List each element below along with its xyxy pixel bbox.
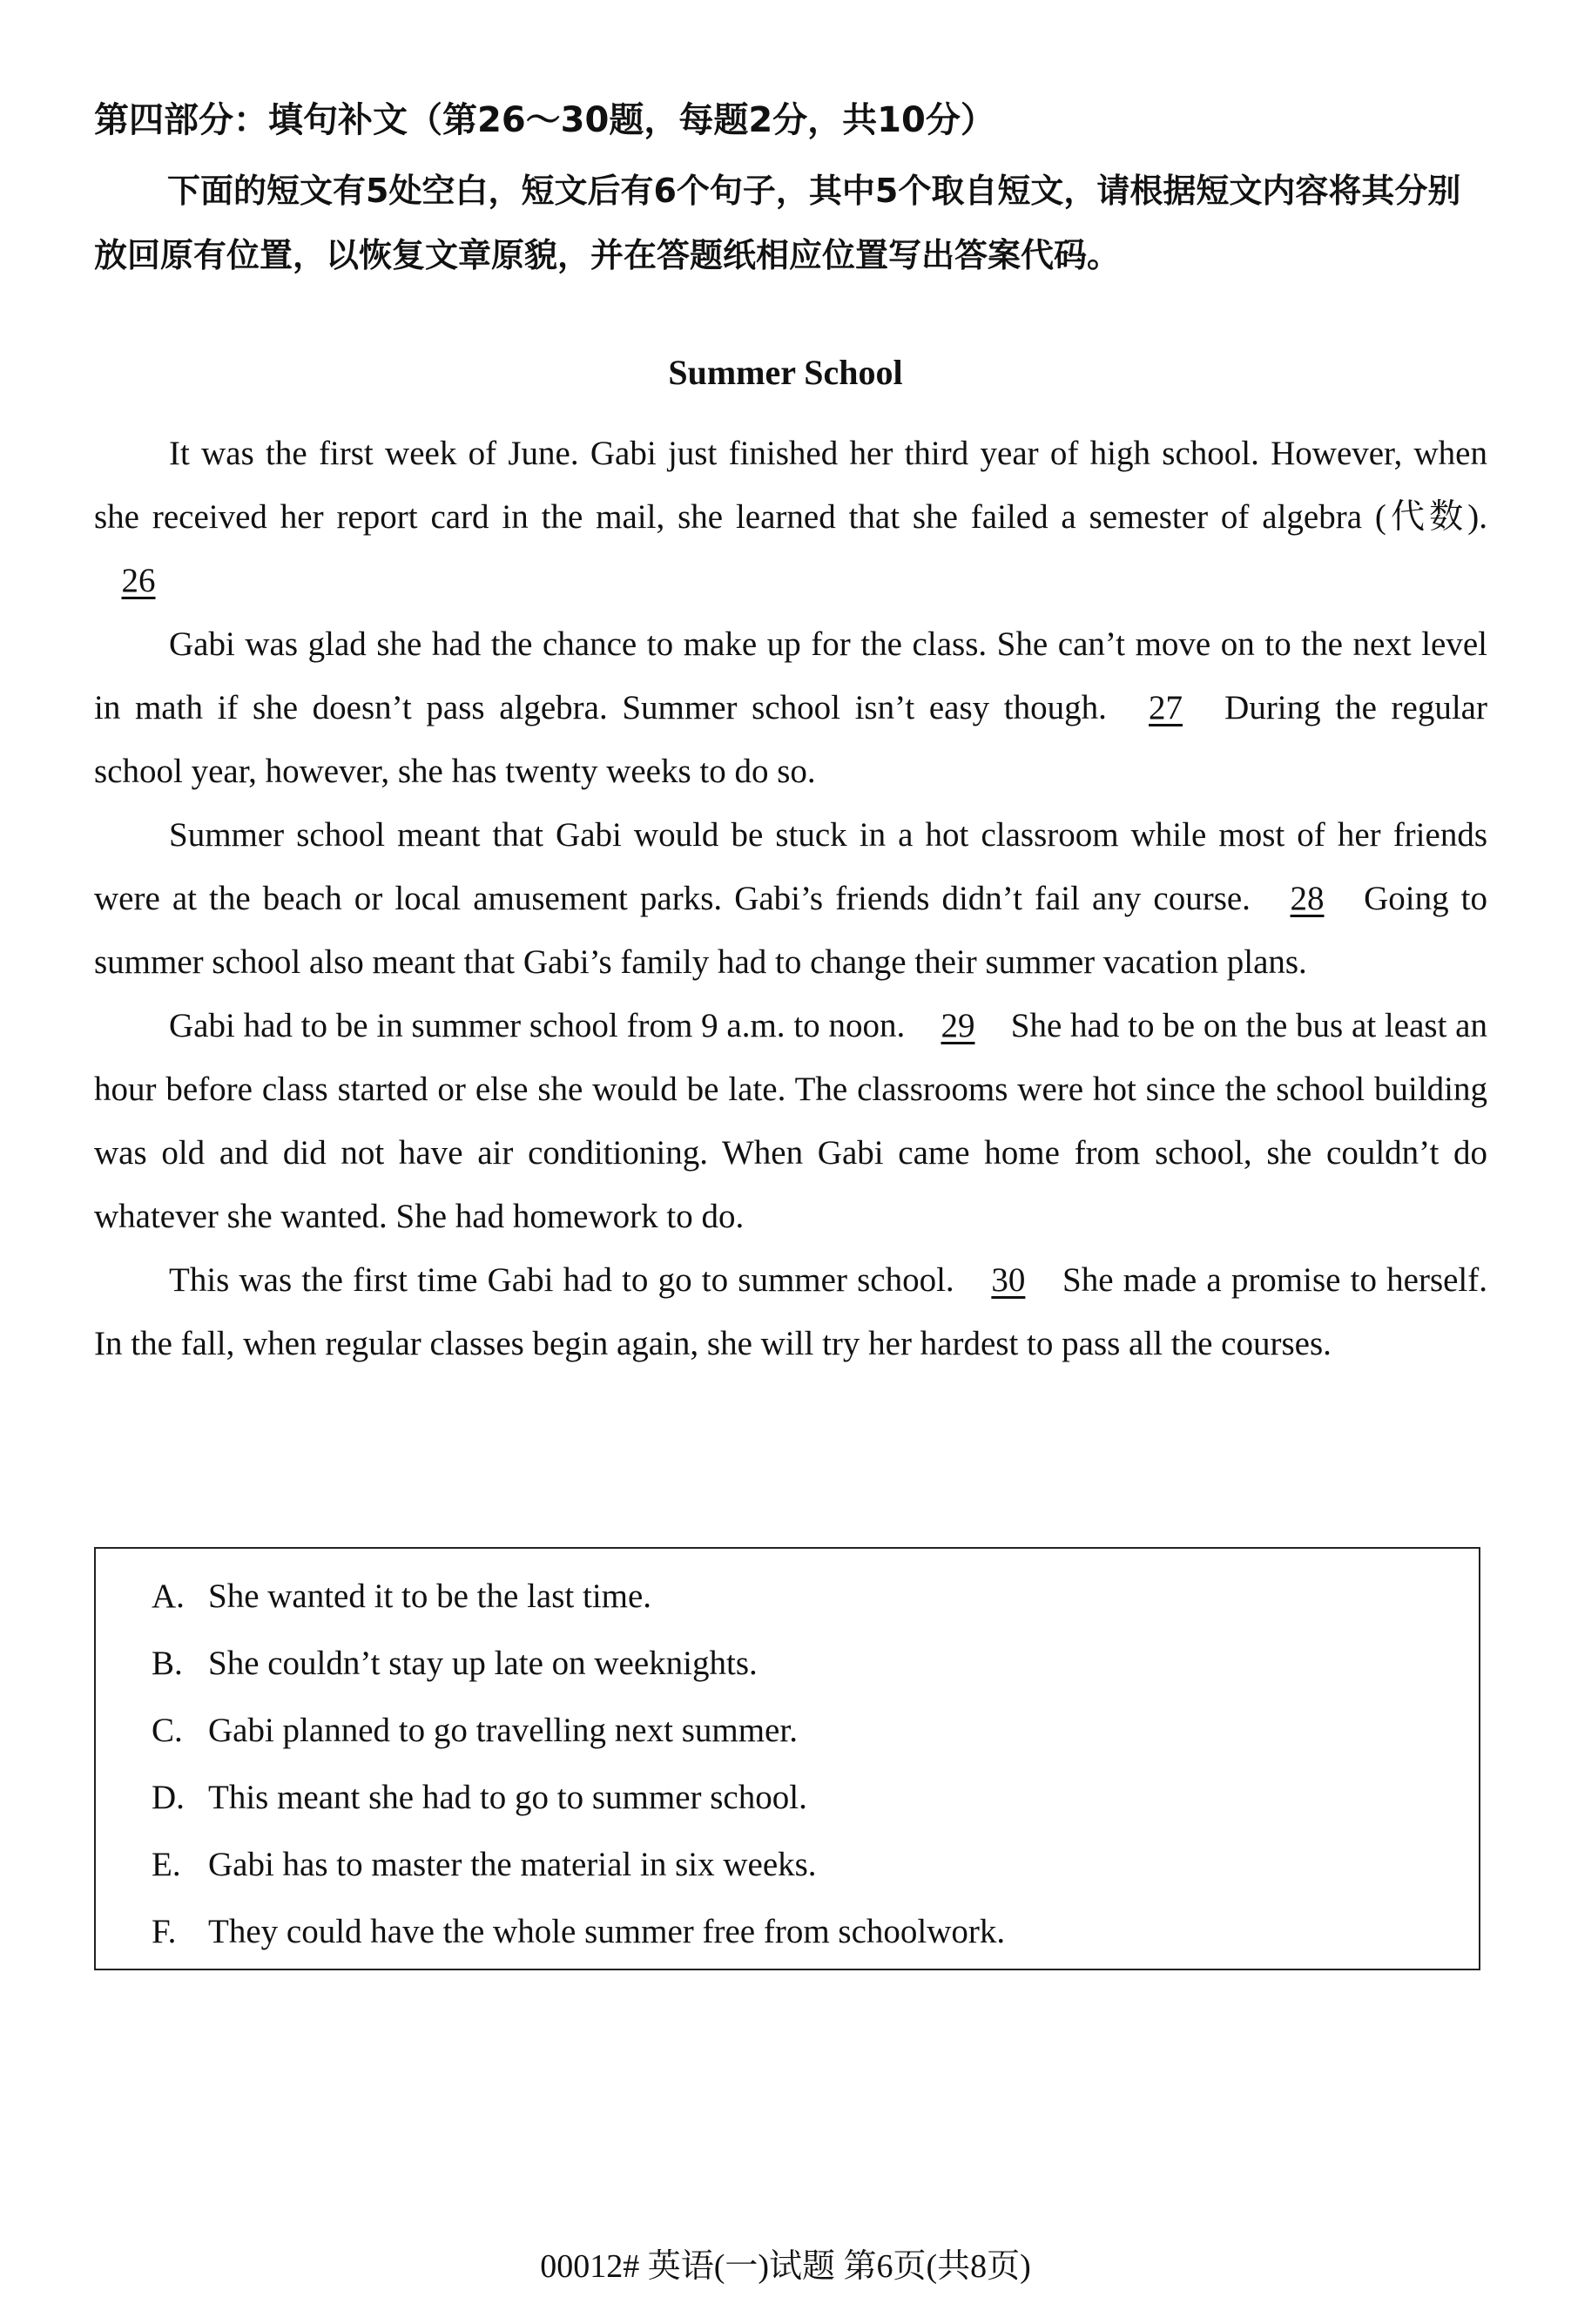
option-letter: C.	[152, 1712, 183, 1749]
option-letter: A.	[152, 1577, 185, 1615]
option-text: Gabi has to master the material in six weeks.	[208, 1846, 817, 1883]
option-c	[152, 1699, 1440, 1766]
options-box	[94, 1547, 1480, 1970]
passage-body	[94, 422, 1487, 1375]
paragraph-text: Gabi had to be in summer school from 9 a.m. to noon.	[169, 1007, 914, 1044]
paragraph-text: She had to be on the bus at least an hour before class started or else she would be late. The classrooms were hot since the school building was old and did not have air conditioning. When Gabi came home from school, she couldn’t do whatever she wanted. She had homework to do.	[94, 1007, 1487, 1235]
page-footer: 00012# 英语(一)试题 第6页(共8页)	[540, 2248, 1031, 2285]
option-text: Gabi planned to go travelling next summer.	[208, 1712, 798, 1749]
option-letter: D.	[152, 1779, 185, 1816]
section-heading: 第四部分：填句补文（第26～30题，每题2分，共10分）	[94, 100, 995, 140]
paragraph-text: Gabi was glad she had the chance to make up for the class. She can’t move on to the next level in math if she doesn’t pass algebra. Summer school isn’t easy though.	[94, 625, 1487, 726]
option-letter: B.	[152, 1645, 183, 1682]
option-f	[152, 1900, 1440, 1967]
passage-paragraph	[94, 1248, 1487, 1375]
option-text: This meant she had to go to summer school.	[208, 1779, 807, 1816]
paragraph-text: Summer school meant that Gabi would be stuck in a hot classroom while most of her friends were at the beach or local amusement parks. Gabi’s friends didn’t fail any course.	[94, 816, 1487, 917]
paragraph-text: This was the first time Gabi had to go to summer school.	[169, 1261, 964, 1299]
option-d	[152, 1766, 1440, 1833]
option-letter: E.	[152, 1846, 181, 1883]
answer-blank-30: 30	[991, 1261, 1026, 1299]
options-list	[152, 1564, 1440, 1967]
option-b	[152, 1632, 1440, 1699]
option-text: She wanted it to be the last time.	[208, 1577, 652, 1615]
answer-blank-27: 27	[1149, 689, 1183, 726]
answer-blank-26: 26	[121, 562, 156, 599]
paragraph-text: Going to summer school also meant that Gabi’s family had to change their summer vacation plans.	[94, 880, 1487, 981]
option-a	[152, 1564, 1440, 1632]
option-letter: F.	[152, 1913, 177, 1950]
answer-blank-28: 28	[1290, 880, 1325, 917]
passage-paragraph	[94, 803, 1487, 994]
passage-title: Summer School	[668, 353, 903, 392]
passage-paragraph	[94, 422, 1487, 612]
answer-blank-29: 29	[941, 1007, 975, 1044]
option-e	[152, 1833, 1440, 1900]
section-instructions: 下面的短文有5处空白，短文后有6个句子，其中5个取自短文，请根据短文内容将其分别放回原有位置，以恢复文章原貌，并在答题纸相应位置写出答案代码。	[94, 172, 1461, 274]
passage-paragraph	[94, 994, 1487, 1248]
option-text: She couldn’t stay up late on weeknights.	[208, 1645, 758, 1682]
paragraph-text: During the regular school year, however, she has twenty weeks to do so.	[94, 689, 1487, 790]
paragraph-text: She made a promise to herself. In the fall, when regular classes begin again, she will try her hardest to pass all the courses.	[94, 1261, 1487, 1362]
option-text: They could have the whole summer free from schoolwork.	[208, 1913, 1006, 1950]
paragraph-text: It was the first week of June. Gabi just finished her third year of high school. However, when she received her report card in the mail, she learned that she failed a semester of algebra (代数).	[94, 435, 1487, 536]
passage-paragraph	[94, 612, 1487, 803]
